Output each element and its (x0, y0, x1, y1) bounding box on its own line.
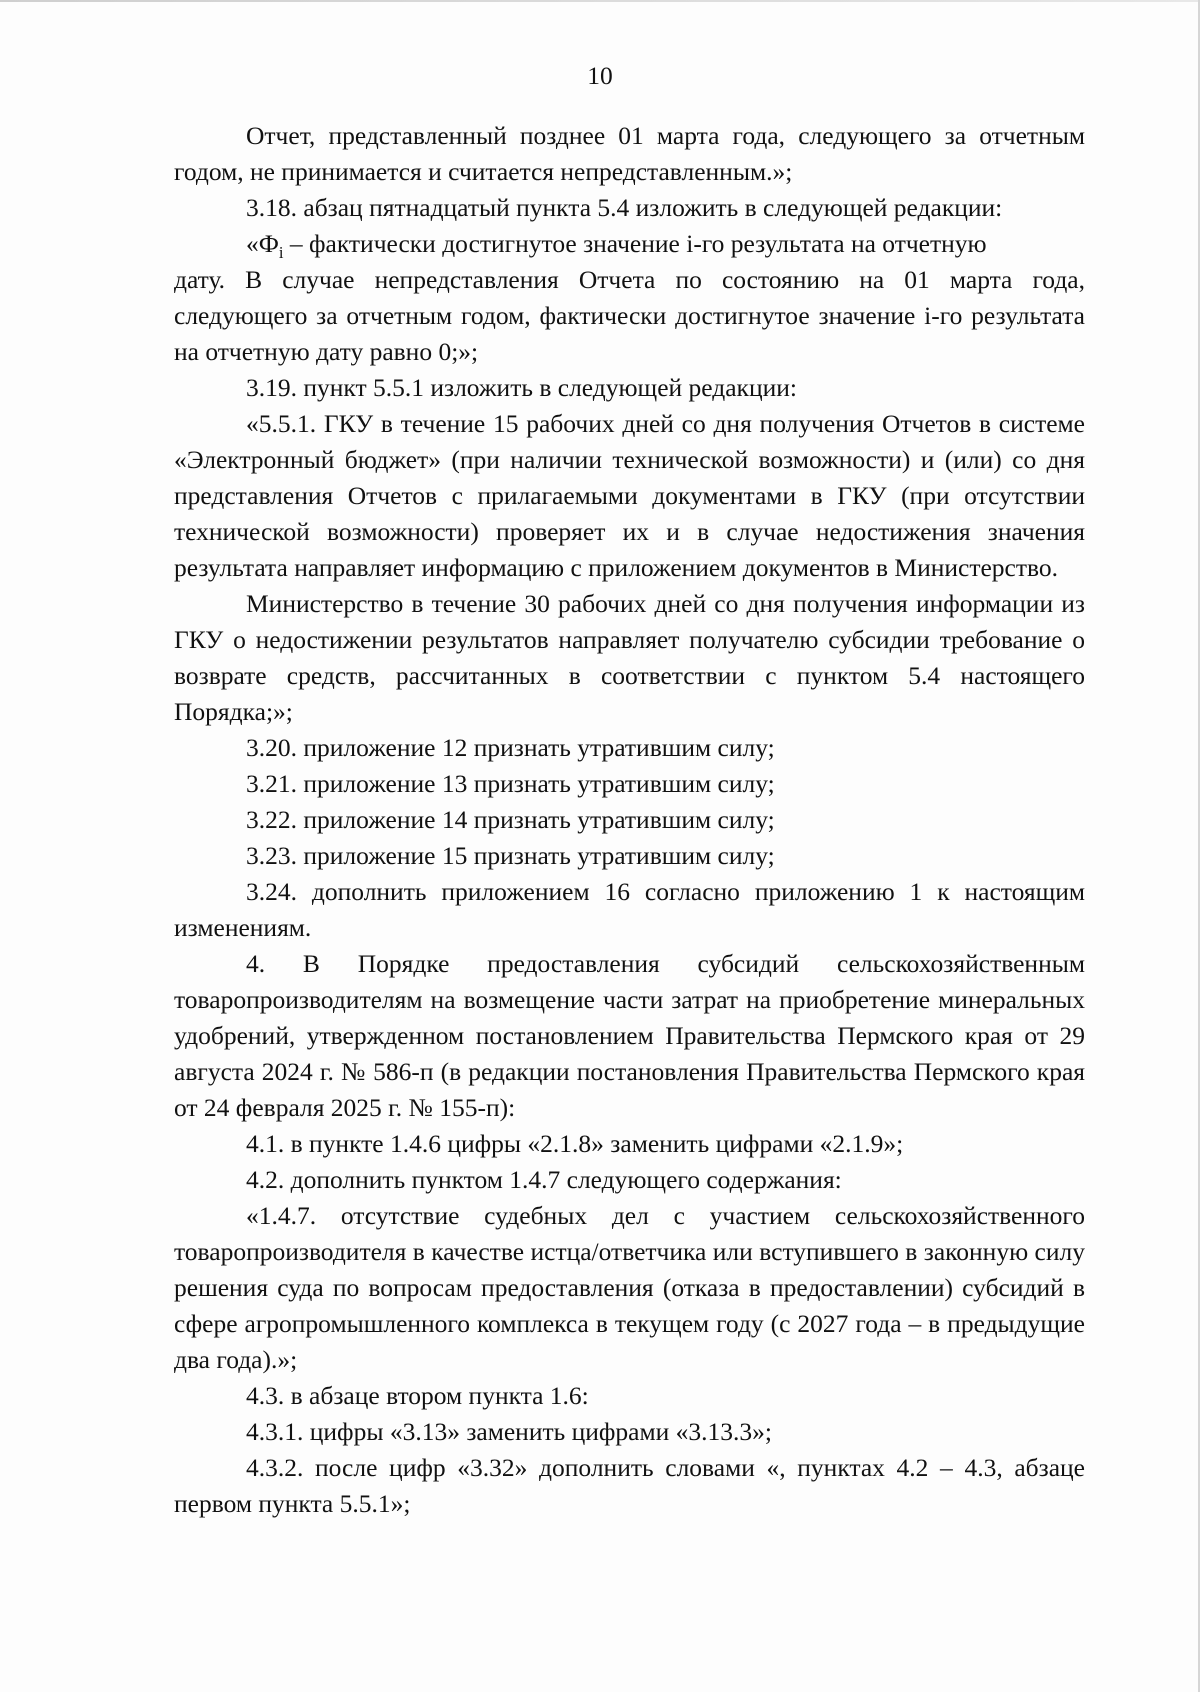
paragraph-1-4-7: «1.4.7. отсутствие судебных дел с участием сельскохозяйственного товаропроизводителя в качестве истца/ответчика или вступившего в законную силу решения суда по вопросам предоставления (отказа в предоставлении) субсидий в сфере агропромышленного комплекса в текущем году (с 2027 года – в предыдущие два года).»; (174, 1201, 1085, 1374)
paragraph-5-5-1: «5.5.1. ГКУ в течение 15 рабочих дней со дня получения Отчетов в системе «Электронный бюджет» (при наличии технической возможности) и (или) со дня представления Отчетов с прилагаемыми документами в ГКУ (при отсутствии технической возможности) проверяет их и в случае недостижения значения результата направляет информацию с приложением документов в Министерство. (174, 409, 1085, 582)
page-number: 10 (587, 61, 613, 90)
paragraph-3-24: 3.24. дополнить приложением 16 согласно приложению 1 к настоящим изменениям. (174, 877, 1085, 942)
phi-suffix: – фактически достигнутое значение i-го результата на отчетную (283, 229, 987, 258)
paragraph-4-3: 4.3. в абзаце втором пункта 1.6: (246, 1381, 589, 1410)
paragraph-3-23: 3.23. приложение 15 признать утратившим силу; (246, 841, 775, 870)
paragraph-phi-continuation: дату. В случае непредставления Отчета по состоянию на 01 марта года, следующего за отчетным годом, фактически достигнутое значение i-го результата на отчетную дату равно 0;»; (174, 265, 1085, 366)
paragraph-4-3-1: 4.3.1. цифры «3.13» заменить цифрами «3.13.3»; (246, 1417, 772, 1446)
phi-subscript: i (278, 243, 284, 263)
document-body (174, 118, 1085, 1522)
paragraph-3-19: 3.19. пункт 5.5.1 изложить в следующей редакции: (246, 373, 797, 402)
paragraph-ministry: Министерство в течение 30 рабочих дней со дня получения информации из ГКУ о недостижении результатов направляет получателю субсидии требование о возврате средств, рассчитанных в соответствии с пунктом 5.4 настоящего Порядка;»; (174, 589, 1085, 726)
paragraph-phi-definition (174, 226, 1085, 262)
paragraph-3-22: 3.22. приложение 14 признать утратившим силу; (246, 805, 775, 834)
paragraph-3-20: 3.20. приложение 12 признать утратившим силу; (246, 733, 775, 762)
paragraph-4: 4. В Порядке предоставления субсидий сельскохозяйственным товаропроизводителям на возмещение части затрат на приобретение минеральных удобрений, утвержденном постановлением Правительства Пермского края от 29 августа 2024 г. № 586-п (в редакции постановления Правительства Пермского края от 24 февраля 2025 г. № 155-п): (174, 949, 1085, 1122)
paragraph-4-2: 4.2. дополнить пунктом 1.4.7 следующего содержания: (246, 1165, 842, 1194)
phi-prefix: «Ф (246, 229, 279, 258)
paragraph-4-1: 4.1. в пункте 1.4.6 цифры «2.1.8» заменить цифрами «2.1.9»; (246, 1129, 904, 1158)
scan-edge-top (0, 0, 1200, 2)
paragraph-4-3-2: 4.3.2. после цифр «3.32» дополнить словами «, пунктах 4.2 – 4.3, абзаце первом пункта 5.5.1»; (174, 1453, 1085, 1518)
paragraph-3-18: 3.18. абзац пятнадцатый пункта 5.4 изложить в следующей редакции: (246, 193, 1003, 222)
paragraph-report-deadline: Отчет, представленный позднее 01 марта года, следующего за отчетным годом, не принимается и считается непредставленным.»; (174, 121, 1085, 186)
paragraph-3-21: 3.21. приложение 13 признать утратившим силу; (246, 769, 775, 798)
